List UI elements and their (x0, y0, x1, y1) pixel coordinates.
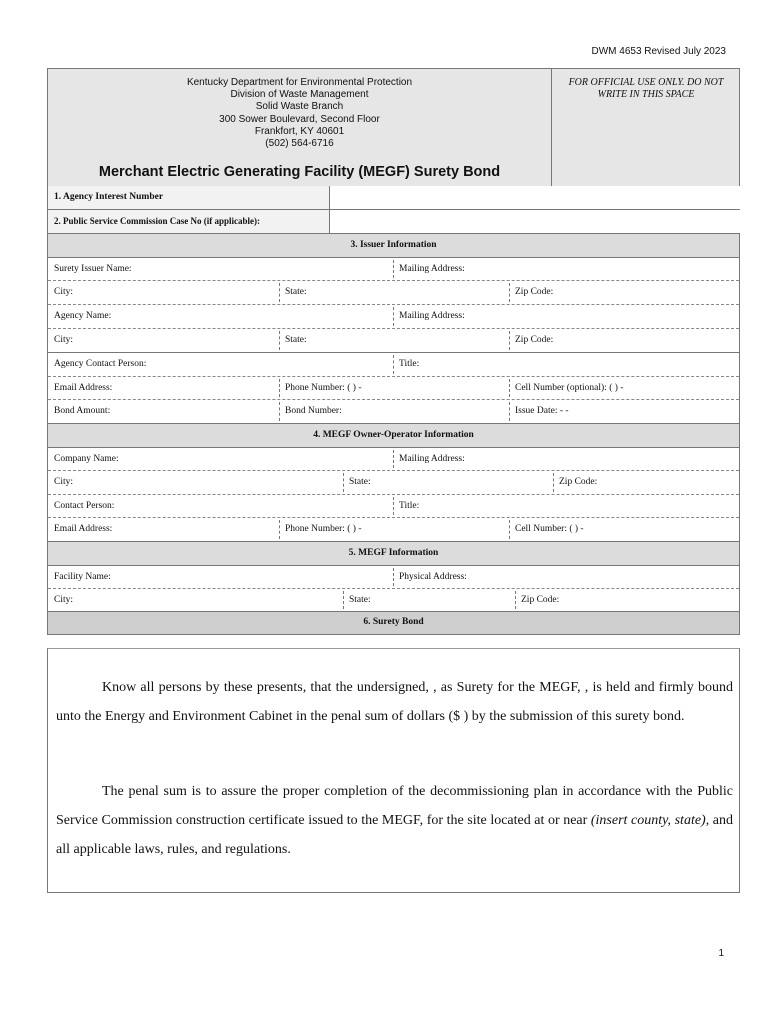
bond-paragraph-1: Know all persons by these presents, that the undersigned, , as Surety for the MEGF, , is held and firmly bound unto the Energy and Environment Cabinet in the penal sum of dollars ($ ) by the submission of this surety bond. (56, 680, 733, 724)
state-label: State: (349, 477, 371, 487)
agency-address (48, 77, 551, 150)
header-agency-block (48, 69, 552, 186)
state-label: State: (285, 287, 307, 297)
facility-name-label: Facility Name: (54, 572, 111, 582)
revision-label: DWM 4653 Revised July 2023 (591, 46, 726, 57)
contact-row[interactable] (48, 495, 739, 518)
facility-city-row[interactable] (48, 589, 739, 612)
form-header (48, 69, 739, 187)
address-line: Division of Waste Management (230, 89, 369, 101)
facility-row[interactable] (48, 566, 739, 589)
bond-amount-label: Bond Amount: (54, 406, 111, 416)
phone-label: Phone Number: ( ) - (285, 524, 362, 534)
section6-heading: 6. Surety Bond (48, 612, 739, 634)
state-label: State: (285, 335, 307, 345)
psc-case-row (48, 210, 739, 234)
address-line: (502) 564-6716 (265, 138, 334, 150)
email-label: Email Address: (54, 524, 113, 534)
phone-label: Phone Number: ( ) - (285, 383, 362, 393)
agency-contact-row[interactable] (48, 353, 739, 377)
company-email-row[interactable] (48, 518, 739, 542)
agency-name-label: Agency Name: (54, 311, 112, 321)
section3-heading: 3. Issuer Information (48, 234, 739, 258)
surety-issuer-row[interactable] (48, 258, 739, 281)
mailing-address-label: Mailing Address: (399, 454, 465, 464)
agency-contact-label: Agency Contact Person: (54, 359, 147, 369)
city-label: City: (54, 335, 74, 345)
issuer-city-row[interactable] (48, 281, 739, 305)
form-table (47, 68, 740, 635)
title-label: Title: (399, 501, 420, 511)
surety-issuer-name-label: Surety Issuer Name: (54, 264, 132, 274)
cell-label: Cell Number (optional): ( ) - (515, 383, 624, 393)
address-line: Kentucky Department for Environmental Protection (186, 77, 413, 88)
mailing-address-label: Mailing Address: (399, 264, 465, 274)
agency-interest-row (48, 186, 739, 210)
bond-paragraph-2-text: The penal sum is to assure the proper completion of the decommissioning plan in accordance with the Public Service Commission construction certificate issued to the MEGF, for the site located at or near (56, 784, 733, 828)
zip-label: Zip Code: (515, 335, 554, 345)
email-label: Email Address: (54, 383, 113, 393)
company-city-row[interactable] (48, 471, 739, 495)
zip-label: Zip Code: (559, 477, 598, 487)
county-state-placeholder: (insert county, state) (590, 813, 706, 828)
issuer-email-row[interactable] (48, 377, 739, 400)
form-title: Merchant Electric Generating Facility (MEGF) Surety Bond (98, 164, 501, 180)
bond-paragraph-2 (56, 777, 733, 864)
physical-address-label: Physical Address: (399, 572, 467, 582)
cell-label: Cell Number: ( ) - (515, 524, 584, 534)
city-label: City: (54, 287, 74, 297)
company-row[interactable] (48, 448, 739, 471)
city-label: City: (54, 477, 74, 487)
agency-name-row[interactable] (48, 305, 739, 329)
company-name-label: Company Name: (54, 454, 119, 464)
zip-label: Zip Code: (515, 287, 554, 297)
state-label: State: (349, 595, 371, 605)
agency-interest-label: 1. Agency Interest Number (54, 192, 164, 202)
bond-row[interactable] (48, 400, 739, 424)
issue-date-label: Issue Date: - - (515, 406, 569, 416)
address-line: 300 Sower Boulevard, Second Floor (219, 113, 380, 125)
bond-text-box (47, 648, 740, 893)
zip-label: Zip Code: (521, 595, 560, 605)
section4-heading: 4. MEGF Owner-Operator Information (48, 424, 739, 448)
address-line: Frankfort, KY 40601 (254, 125, 345, 137)
mailing-address-label: Mailing Address: (399, 311, 465, 321)
psc-case-label: 2. Public Service Commission Case No (if applicable): (54, 216, 260, 226)
bond-number-label: Bond Number: (285, 406, 342, 416)
official-use-box: FOR OFFICIAL USE ONLY. DO NOT WRITE IN THIS SPACE (568, 77, 724, 100)
section5-heading: 5. MEGF Information (48, 542, 739, 566)
city-label: City: (54, 595, 74, 605)
address-line: Solid Waste Branch (255, 101, 344, 113)
agency-interest-input[interactable] (329, 186, 740, 209)
bond-paragraph-2-end: , and all applicable laws, rules, and regulations. (56, 813, 734, 857)
contact-person-label: Contact Person: (54, 501, 115, 511)
title-label: Title: (399, 359, 420, 369)
agency-city-row[interactable] (48, 329, 739, 353)
page-number: 1 (718, 948, 724, 959)
psc-case-input[interactable] (329, 210, 740, 233)
